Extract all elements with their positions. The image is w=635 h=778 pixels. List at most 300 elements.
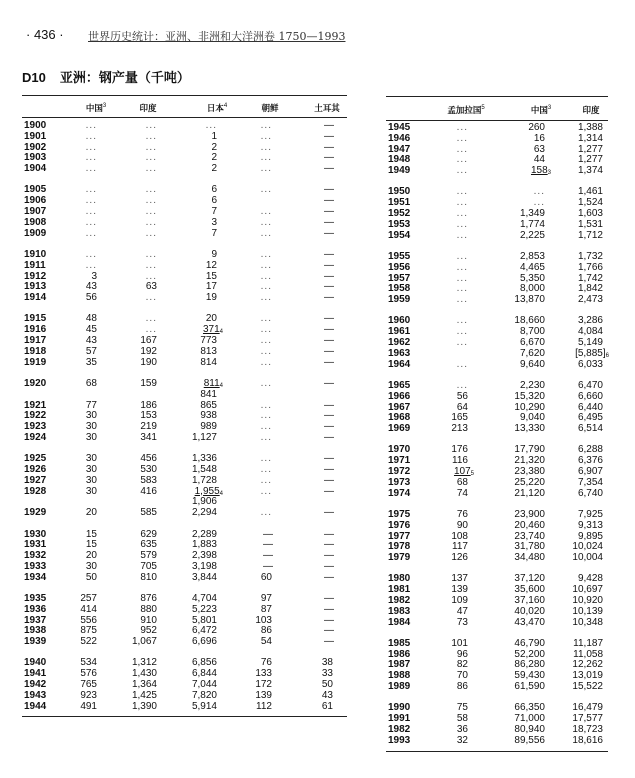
year-cell: 1964 (388, 358, 411, 370)
value-cell: ... (260, 356, 272, 368)
year-cell: 1913 (24, 281, 47, 293)
value-cell: ... (85, 130, 97, 142)
value-cell: ... (260, 152, 272, 164)
value-cell: — (324, 474, 334, 486)
value-cell: 60 (260, 571, 272, 583)
value-cell: 10,348 (572, 616, 603, 628)
value-cell: 172 (255, 679, 272, 691)
value-cell: 61,590 (514, 681, 545, 693)
table-row (386, 316, 608, 327)
value-cell: 1,390 (131, 700, 157, 712)
row-group (22, 250, 347, 304)
value-cell: 10,290 (514, 401, 545, 413)
year-cell: 1912 (24, 270, 47, 282)
row-group (386, 381, 608, 435)
table-row (22, 336, 347, 347)
value-cell: 6,670 (519, 337, 545, 349)
value-cell: 76 (456, 508, 468, 520)
value-cell: 1,524 (577, 197, 603, 209)
value-cell: 3,286 (577, 315, 603, 327)
table-row (22, 476, 347, 487)
value-cell: 414 (80, 603, 97, 615)
value-cell: ... (260, 399, 272, 411)
table-row (22, 616, 347, 627)
row-group (386, 187, 608, 241)
value-cell: 8,000 (519, 283, 545, 295)
value-cell: 2,294 (191, 507, 217, 519)
value-cell: 2 (211, 163, 217, 175)
value-cell: 813 (200, 345, 217, 357)
table-row (22, 229, 347, 240)
table-row (386, 445, 608, 456)
value-cell: — (324, 377, 334, 389)
table-row (22, 411, 347, 422)
value-cell: — (324, 184, 334, 196)
value-cell: 15 (205, 270, 217, 282)
value-cell: ... (260, 163, 272, 175)
year-cell: 1965 (388, 379, 411, 391)
value-cell: 5,350 (519, 272, 545, 284)
value-cell: 1,336 (191, 453, 217, 465)
value-cell: 103 (255, 614, 272, 626)
value-cell: 219 (140, 421, 157, 433)
table-row (22, 487, 347, 498)
value-cell: — (324, 345, 334, 357)
table-row (22, 454, 347, 465)
value-cell: 7,354 (577, 476, 603, 488)
value-cell: 87 (260, 603, 272, 615)
table-row (386, 220, 608, 231)
value-cell: 86 (456, 681, 468, 693)
value-cell: 117 (452, 541, 468, 553)
year-cell: 1957 (388, 272, 411, 284)
value-cell: 139 (451, 584, 468, 596)
value-cell: 5,801 (191, 614, 217, 626)
table-row (386, 403, 608, 414)
value-cell: 3 (211, 216, 217, 228)
value-cell: 36 (456, 723, 468, 735)
value-cell: 90 (456, 519, 468, 531)
value-cell: 1,842 (577, 283, 603, 295)
value-cell: 18,723 (572, 723, 603, 735)
year-cell: 1983 (388, 605, 411, 617)
header-rule (22, 117, 347, 118)
year-cell: 1980 (388, 573, 411, 585)
value-cell: 21,120 (514, 487, 545, 499)
value-cell: 5,223 (191, 603, 217, 615)
year-cell: 1955 (388, 250, 411, 262)
value-cell: 1,774 (519, 218, 545, 230)
value-cell: ... (456, 358, 468, 370)
table-row (22, 207, 347, 218)
value-cell: 1,277 (577, 143, 603, 155)
value-cell: 33 (321, 668, 333, 680)
value-cell: 68 (85, 377, 97, 389)
value-cell: 530 (140, 464, 157, 476)
value-cell: — (324, 130, 334, 142)
value-cell: ... (456, 218, 468, 230)
table-row (22, 422, 347, 433)
value-cell: ... (456, 337, 468, 349)
year-cell: 1950 (388, 186, 411, 198)
value-cell: 186 (140, 399, 157, 411)
value-cell: 61 (321, 700, 333, 712)
table-row (386, 456, 608, 467)
value-cell: 257 (80, 592, 97, 604)
value-cell: 522 (80, 636, 97, 648)
value-cell: — (324, 324, 334, 336)
value-cell: ... (260, 130, 272, 142)
value-cell: 2 (211, 141, 217, 153)
table-row (386, 284, 608, 295)
table-row (22, 562, 347, 573)
table-row (22, 218, 347, 229)
year-cell: 1928 (24, 485, 47, 497)
year-cell: 1991 (388, 713, 411, 725)
footnote-marker: 4 (219, 490, 223, 497)
year-cell: 1904 (24, 163, 47, 175)
value-cell: 139 (255, 689, 272, 701)
value-cell: 2,473 (577, 294, 603, 306)
year-cell: 1906 (24, 195, 47, 207)
year-cell: 1931 (24, 539, 47, 551)
value-cell: 89,556 (514, 734, 545, 746)
table-row (22, 691, 347, 702)
table-row (386, 392, 608, 403)
value-cell: — (324, 614, 334, 626)
value-cell: ... (456, 326, 468, 338)
value-cell: ... (85, 195, 97, 207)
running-title: 世界历史统计：亚洲、非洲和大洋洲卷 1750—1993 (88, 30, 346, 43)
value-cell: 165 (451, 412, 468, 424)
value-cell: 70 (456, 670, 468, 682)
table-row (386, 413, 608, 424)
row-group (386, 574, 608, 628)
table-row (386, 209, 608, 220)
value-cell: 45 (85, 324, 97, 336)
value-cell: 1,388 (577, 122, 603, 133)
value-cell: 15,522 (572, 681, 603, 693)
year-cell: 1933 (24, 560, 47, 572)
column-header: 朝鲜 (261, 103, 279, 113)
value-cell: 15,320 (514, 390, 545, 402)
value-cell: — (324, 313, 334, 325)
value-cell: 137 (451, 573, 468, 585)
value-cell: 30 (85, 464, 97, 476)
value-cell: ... (260, 345, 272, 357)
table-row (22, 282, 347, 293)
value-cell: — (324, 399, 334, 411)
value-cell: 6,660 (577, 390, 603, 402)
value-cell: 35 (85, 356, 97, 368)
year-cell: 1968 (388, 412, 411, 424)
year-cell: 1905 (24, 184, 47, 196)
year-cell: 1962 (388, 337, 411, 349)
value-cell: 1583 (530, 165, 551, 177)
value-cell: 30 (85, 485, 97, 497)
value-cell: 30 (85, 421, 97, 433)
value-cell: 15 (85, 528, 97, 540)
value-cell: 80,940 (514, 723, 545, 735)
year-cell: 1986 (388, 648, 411, 660)
value-cell: 2,225 (519, 229, 545, 241)
value-cell: — (324, 421, 334, 433)
value-cell: ... (85, 163, 97, 175)
value-cell: — (324, 141, 334, 153)
value-cell: 17,790 (514, 444, 545, 456)
value-cell: ... (260, 485, 272, 497)
value-cell: 50 (85, 571, 97, 583)
value-cell: 1,374 (577, 165, 603, 177)
table-row (386, 263, 608, 274)
table-row (22, 605, 347, 616)
value-cell: 1,067 (131, 636, 157, 648)
value-cell: 43 (321, 689, 333, 701)
value-cell: 20,460 (514, 519, 545, 531)
table-row (22, 132, 347, 143)
table-row (22, 390, 347, 401)
value-cell: ... (260, 410, 272, 422)
table-row (22, 680, 347, 691)
table-row (22, 379, 347, 390)
value-cell: 6 (211, 195, 217, 207)
column-header: 印度 (582, 105, 600, 115)
value-cell: 213 (451, 423, 468, 435)
value-cell: 11,058 (573, 648, 603, 660)
year-cell: 1985 (388, 637, 411, 649)
value-cell: 20 (205, 313, 217, 325)
table-row (22, 143, 347, 154)
year-cell: 1973 (388, 476, 411, 488)
year-cell: 1970 (388, 444, 411, 456)
value-cell: 910 (140, 614, 157, 626)
value-cell: ... (145, 292, 157, 304)
table-row (22, 433, 347, 444)
value-cell: 19 (205, 292, 217, 304)
row-group (22, 594, 347, 648)
value-cell: 25,220 (514, 476, 545, 488)
table-title (22, 67, 190, 86)
value-cell: 10,024 (572, 541, 603, 553)
year-cell: 1908 (24, 216, 47, 228)
table-row (22, 358, 347, 369)
value-cell: — (324, 507, 334, 519)
year-cell: 1900 (24, 120, 47, 131)
year-cell: 1981 (388, 584, 411, 596)
value-cell: 8114 (203, 377, 223, 389)
value-cell: 923 (80, 689, 97, 701)
table-row (386, 123, 608, 134)
value-cell: ... (145, 313, 157, 325)
value-cell: 456 (140, 453, 157, 465)
table-row (22, 293, 347, 304)
value-cell: — (324, 216, 334, 228)
value-cell: 880 (140, 603, 157, 615)
value-cell: 66,350 (514, 702, 545, 714)
value-cell: 12,262 (572, 659, 603, 671)
row-group (386, 510, 608, 564)
value-cell: ... (533, 186, 545, 198)
value-cell: 86 (260, 625, 272, 637)
year-cell: 1936 (24, 603, 47, 615)
value-cell: 58 (456, 713, 468, 725)
value-cell: 9,895 (577, 530, 603, 542)
value-cell: 15 (85, 539, 97, 551)
year-cell: 1956 (388, 261, 411, 273)
table-row (386, 360, 608, 371)
value-cell: 46,790 (514, 637, 545, 649)
value-cell: ... (145, 324, 157, 336)
year-cell: 1932 (24, 550, 47, 562)
value-cell: — (324, 120, 334, 131)
value-cell: — (324, 163, 334, 175)
table-row (22, 347, 347, 358)
value-cell: 1,127 (191, 431, 217, 443)
value-cell: ... (145, 216, 157, 228)
value-cell: 7,820 (191, 689, 217, 701)
value-cell: ... (456, 315, 468, 327)
table-row (386, 166, 608, 177)
value-cell: 1,312 (131, 657, 157, 669)
table-row (22, 153, 347, 164)
value-cell: ... (260, 335, 272, 347)
row-group (22, 185, 347, 239)
value-cell: ... (145, 141, 157, 153)
value-cell: ... (260, 206, 272, 218)
table-row (386, 187, 608, 198)
value-cell: 6,470 (577, 379, 603, 391)
year-cell: 1925 (24, 453, 47, 465)
table-body (386, 123, 608, 747)
value-cell: 4,465 (519, 261, 545, 273)
value-cell: 416 (140, 485, 157, 497)
value-cell: 97 (260, 592, 272, 604)
value-cell: 20 (85, 507, 97, 519)
value-cell: ... (260, 431, 272, 443)
value-cell: 6,033 (577, 358, 603, 370)
value-cell: 2,289 (191, 528, 217, 540)
value-cell: 3714 (202, 324, 223, 336)
value-cell: 6,907 (577, 466, 603, 478)
table-row (386, 231, 608, 242)
value-cell: 47 (456, 605, 468, 617)
value-cell: — (324, 227, 334, 239)
value-cell: ... (85, 141, 97, 153)
table-row (386, 274, 608, 285)
year-cell: 1935 (24, 592, 47, 604)
top-rule (22, 95, 347, 96)
value-cell: ... (85, 216, 97, 228)
year-cell: 1939 (24, 636, 47, 648)
value-cell: 43,470 (514, 616, 545, 628)
value-cell: 17 (205, 281, 217, 293)
year-cell: 1934 (24, 571, 47, 583)
value-cell: 1,425 (131, 689, 157, 701)
year-cell: 1937 (24, 614, 47, 626)
value-cell: 57 (85, 345, 97, 357)
table-row (22, 465, 347, 476)
value-cell: 20 (85, 550, 97, 562)
value-cell: ... (260, 453, 272, 465)
year-cell: 1945 (388, 122, 411, 133)
value-cell: — (324, 195, 334, 207)
table-row (22, 626, 347, 637)
value-cell: 938 (200, 410, 217, 422)
value-cell: 32 (456, 734, 468, 746)
table-row (22, 185, 347, 196)
value-cell: 37,160 (514, 594, 545, 606)
value-cell: ... (145, 270, 157, 282)
year-cell: 1982 (388, 594, 411, 606)
year-cell: 1978 (388, 541, 411, 553)
row-group (386, 316, 608, 370)
year-cell: 1960 (388, 315, 411, 327)
value-cell: 13,330 (514, 423, 545, 435)
value-cell: 765 (80, 679, 97, 691)
year-cell: 1938 (24, 625, 47, 637)
value-cell: ... (260, 259, 272, 271)
value-cell: 6,376 (577, 455, 603, 467)
value-cell: 96 (456, 648, 468, 660)
value-cell: ... (260, 464, 272, 476)
value-cell: 109 (451, 594, 468, 606)
value-cell: 2 (211, 152, 217, 164)
value-cell: — (324, 528, 334, 540)
value-cell: ... (456, 250, 468, 262)
value-cell: 37,120 (514, 573, 545, 585)
value-cell: 30 (85, 560, 97, 572)
value-cell: ... (205, 120, 217, 131)
value-cell: 9,040 (519, 412, 545, 424)
value-cell: 43 (85, 281, 97, 293)
table-code: D10 (22, 70, 46, 85)
value-cell: 192 (140, 345, 157, 357)
year-cell: 1959 (388, 294, 411, 306)
table-row (22, 530, 347, 541)
value-cell: 6,844 (191, 668, 217, 680)
value-cell: — (324, 592, 334, 604)
value-cell: 7,620 (519, 347, 545, 359)
value-cell: 10,920 (572, 594, 603, 606)
value-cell: 583 (140, 474, 157, 486)
value-cell: 1,712 (577, 229, 603, 241)
row-group (22, 314, 347, 368)
value-cell: ... (456, 229, 468, 241)
value-cell: 3,844 (191, 571, 217, 583)
value-cell: 1,883 (191, 539, 217, 551)
value-cell: 810 (140, 571, 157, 583)
value-cell: 34,480 (514, 552, 545, 564)
year-cell: 1909 (24, 227, 47, 239)
value-cell: ... (260, 184, 272, 196)
value-cell: 108 (451, 530, 468, 542)
value-cell: 63 (145, 281, 157, 293)
value-cell: — (324, 603, 334, 615)
table-row (386, 489, 608, 500)
table-row (22, 637, 347, 648)
value-cell: ... (260, 377, 272, 389)
value-cell: 814 (200, 356, 217, 368)
row-group (22, 121, 347, 175)
year-cell: 1907 (24, 206, 47, 218)
value-cell: ... (145, 206, 157, 218)
row-group (386, 639, 608, 693)
value-cell: ... (145, 227, 157, 239)
year-cell: 1984 (388, 616, 411, 628)
value-cell: — (263, 550, 273, 562)
value-cell: 38 (321, 657, 333, 669)
value-cell: 5,149 (577, 337, 603, 349)
